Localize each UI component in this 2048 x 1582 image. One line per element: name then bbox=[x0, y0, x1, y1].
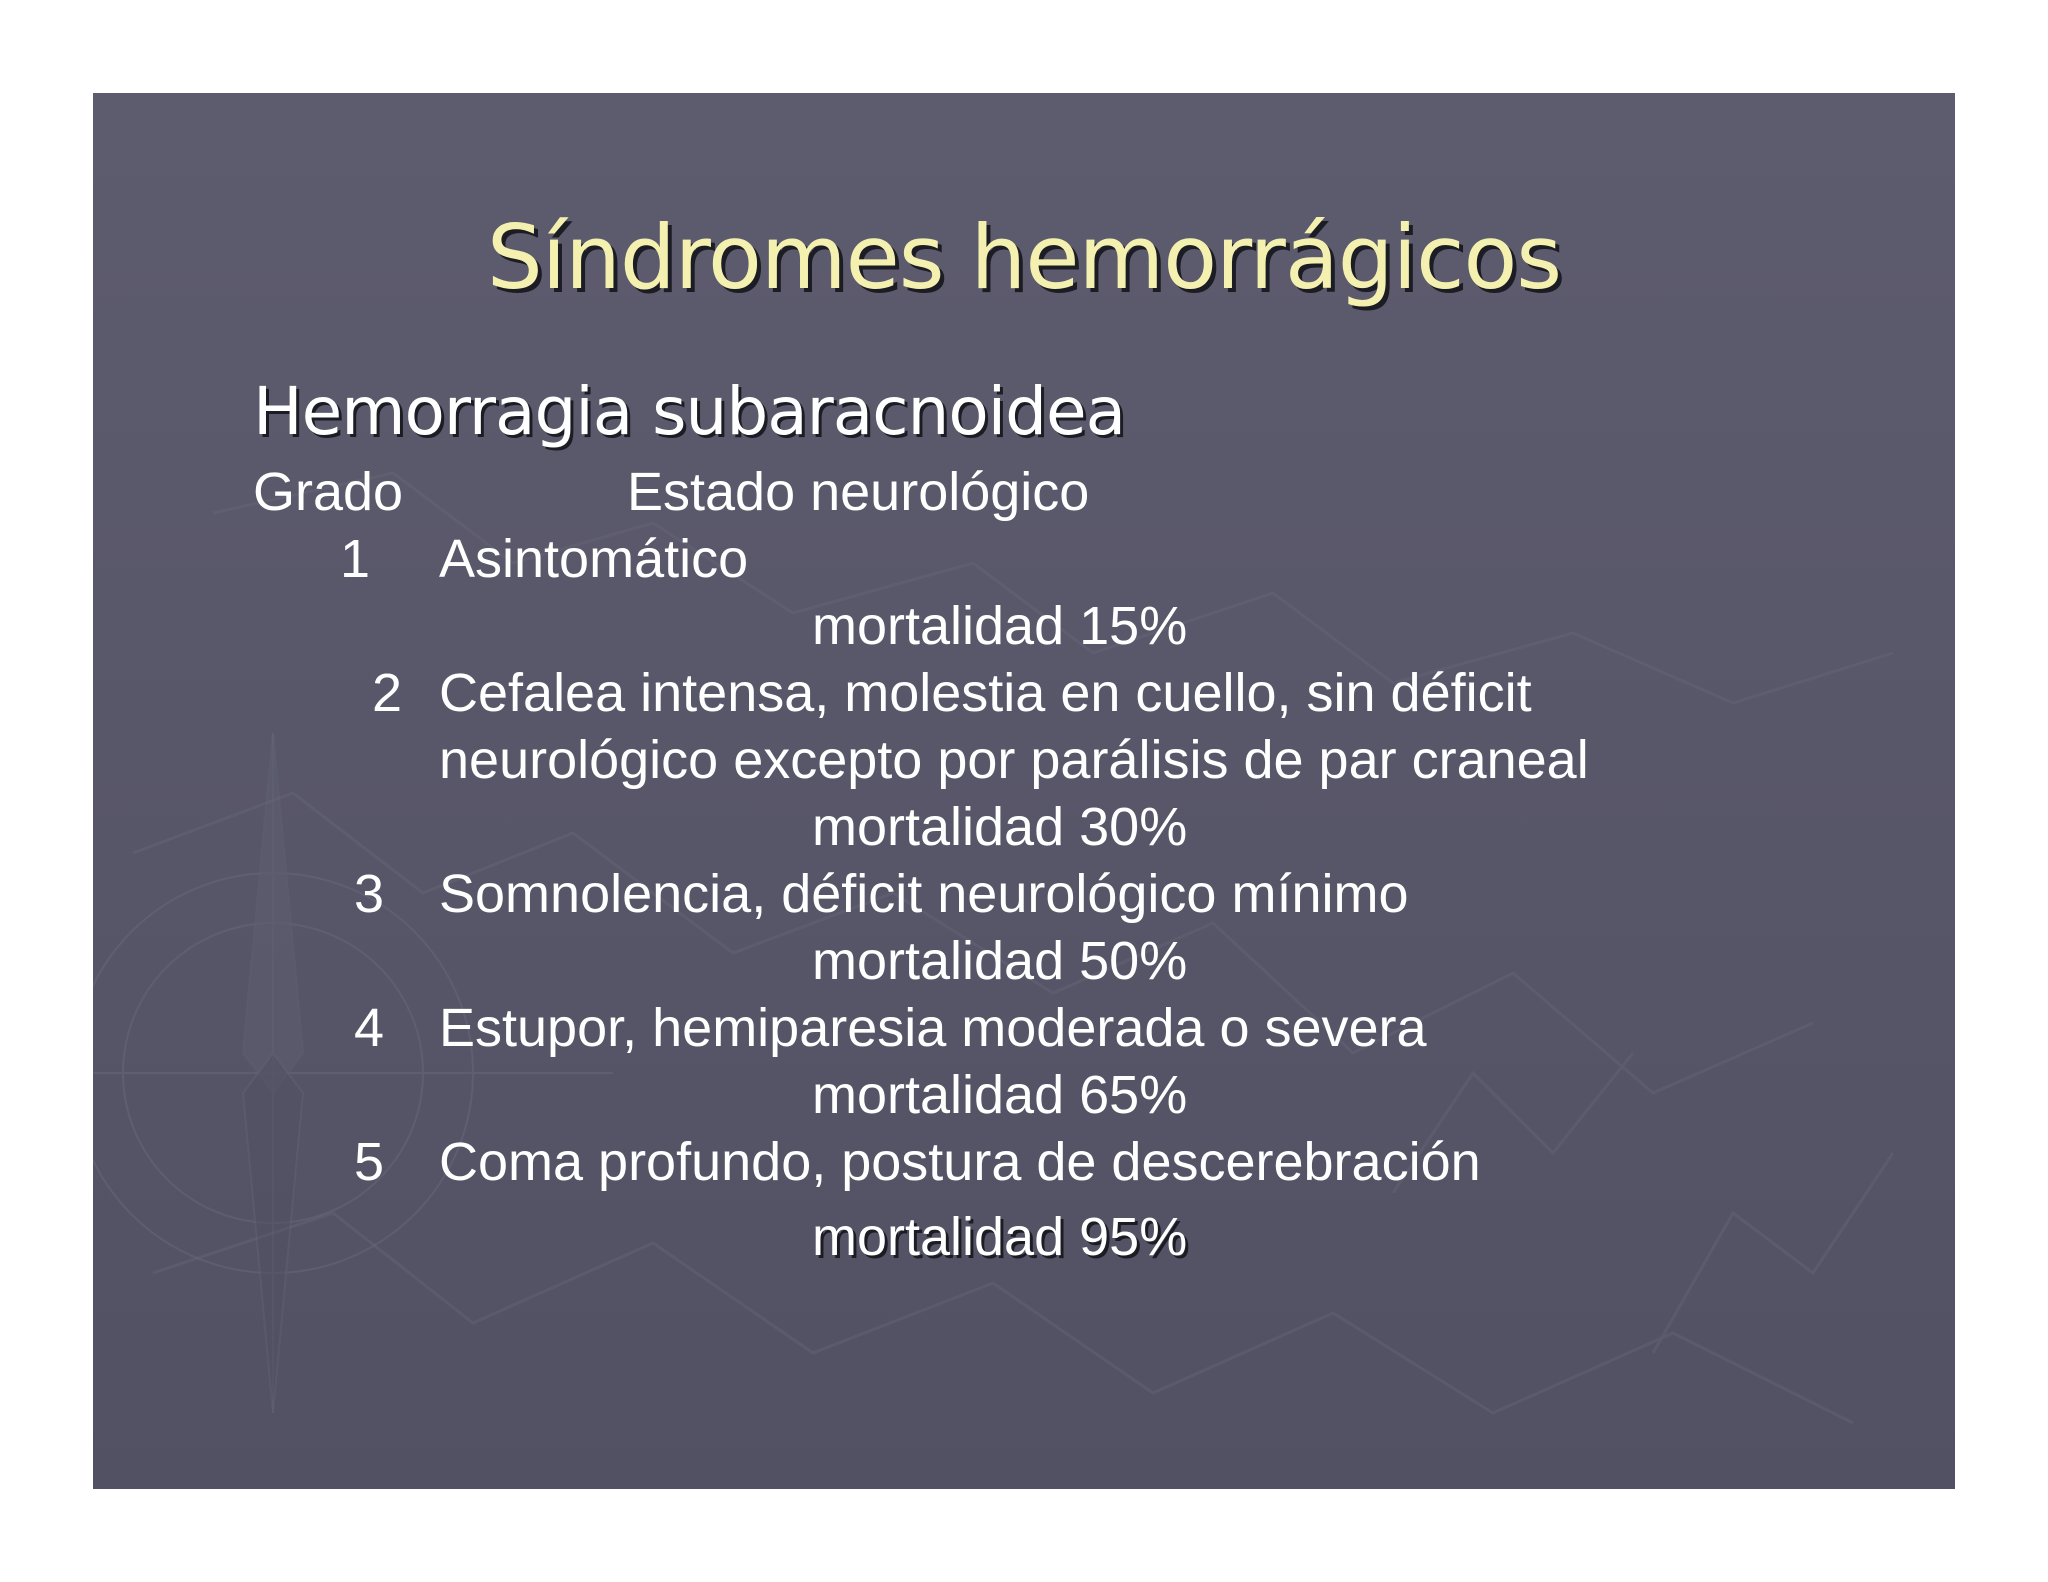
grade-3-mortality: mortalidad 50% bbox=[812, 931, 1188, 991]
header-estado-neurologico: Estado neurológico bbox=[627, 462, 1090, 522]
grade-5-description: Coma profundo, postura de descerebración bbox=[439, 1132, 1481, 1192]
grade-4-description: Estupor, hemiparesia moderada o severa bbox=[439, 998, 1427, 1058]
slide-title: Síndromes hemorrágicos bbox=[486, 206, 1562, 309]
grade-2-description-line-1: Cefalea intensa, molestia en cuello, sin déficit bbox=[439, 663, 1532, 723]
grade-3-description: Somnolencia, déficit neurológico mínimo bbox=[439, 864, 1409, 924]
grade-4-mortality: mortalidad 65% bbox=[812, 1065, 1188, 1125]
grade-2-mortality: mortalidad 30% bbox=[812, 797, 1188, 857]
grade-2-number: 2 bbox=[372, 663, 403, 723]
grade-3-number: 3 bbox=[354, 864, 385, 924]
header-grado: Grado bbox=[253, 462, 404, 522]
grade-2-description-line-2: neurológico excepto por parálisis de par craneal bbox=[439, 730, 1589, 790]
slide-subtitle: Hemorragia subaracnoidea bbox=[253, 373, 1126, 450]
grade-5-number: 5 bbox=[354, 1132, 385, 1192]
grade-1-description: Asintomático bbox=[439, 529, 749, 589]
slide bbox=[93, 93, 1955, 1489]
grade-1-number: 1 bbox=[340, 529, 371, 589]
grade-1-mortality: mortalidad 15% bbox=[812, 596, 1188, 656]
grade-4-number: 4 bbox=[354, 998, 385, 1058]
grade-5-mortality: mortalidad 95% bbox=[812, 1207, 1188, 1267]
